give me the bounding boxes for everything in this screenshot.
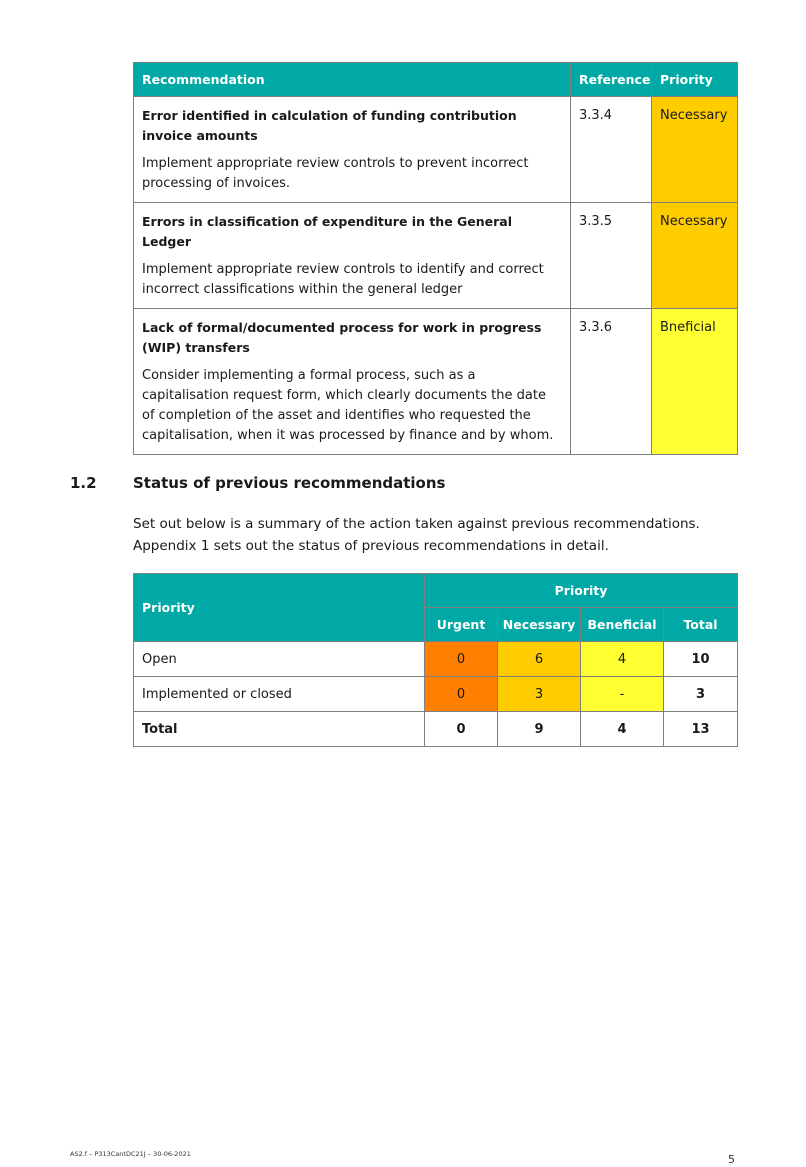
- cell-total: 13: [664, 712, 738, 747]
- recommendation-title: Error identified in calculation of funding contribution invoice amounts: [142, 108, 517, 143]
- table-row: [134, 203, 738, 309]
- header-priority: Priority: [652, 63, 738, 97]
- recommendations-header-row: [134, 63, 738, 97]
- recommendation-cell: [134, 203, 571, 309]
- header-recommendation: Recommendation: [134, 63, 571, 97]
- cell-urgent: 0: [425, 712, 498, 747]
- cell-urgent: 0: [425, 642, 498, 677]
- recommendation-title: Errors in classification of expenditure in the General Ledger: [142, 214, 513, 249]
- table-row: [134, 309, 738, 455]
- header-reference: Reference: [571, 63, 652, 97]
- recommendation-cell: [134, 309, 571, 455]
- status-group-header: Priority: [425, 574, 738, 608]
- cell-beneficial: -: [581, 677, 664, 712]
- section-number: 1.2: [70, 474, 97, 492]
- row-label: Open: [134, 642, 425, 677]
- recommendation-body: Implement appropriate review controls to identify and correct incorrect classifications within the general ledger: [142, 262, 544, 297]
- section-title: Status of previous recommendations: [133, 474, 446, 492]
- table-row-total: [134, 712, 738, 747]
- column-header-necessary: Necessary: [498, 608, 581, 642]
- cell-necessary: 6: [498, 642, 581, 677]
- cell-necessary: 3: [498, 677, 581, 712]
- recommendation-body: Implement appropriate review controls to prevent incorrect processing of invoices.: [142, 156, 529, 191]
- status-header-row: [134, 574, 738, 608]
- priority-cell: Necessary: [652, 97, 738, 203]
- recommendation-body: Consider implementing a formal process, such as a capitalisation request form, which clearly documents the date of completion of the asset and identifies who requested the capitalisation, when it was processed by finance and by whom.: [142, 368, 554, 443]
- cell-beneficial: 4: [581, 712, 664, 747]
- row-label: Implemented or closed: [134, 677, 425, 712]
- reference-cell: 3.3.5: [571, 203, 652, 309]
- recommendations-table: [133, 62, 738, 455]
- page-number: 5: [728, 1153, 735, 1166]
- cell-necessary: 9: [498, 712, 581, 747]
- cell-total: 3: [664, 677, 738, 712]
- recommendation-title: Lack of formal/documented process for work in progress (WIP) transfers: [142, 320, 542, 355]
- cell-urgent: 0: [425, 677, 498, 712]
- footer-reference: AS2.f – P313CantDC21J – 30-06-2021: [70, 1150, 191, 1158]
- column-header-beneficial: Beneficial: [581, 608, 664, 642]
- reference-cell: 3.3.6: [571, 309, 652, 455]
- column-header-urgent: Urgent: [425, 608, 498, 642]
- row-label: Total: [134, 712, 425, 747]
- priority-cell: Bneficial: [652, 309, 738, 455]
- section-intro: [133, 513, 733, 557]
- column-header-total: Total: [664, 608, 738, 642]
- status-row-header: Priority: [134, 574, 425, 642]
- table-row: [134, 642, 738, 677]
- table-row: [134, 677, 738, 712]
- intro-line: Set out below is a summary of the action taken against previous recommendations.: [133, 516, 700, 532]
- table-row: [134, 97, 738, 203]
- reference-cell: 3.3.4: [571, 97, 652, 203]
- cell-total: 10: [664, 642, 738, 677]
- priority-cell: Necessary: [652, 203, 738, 309]
- cell-beneficial: 4: [581, 642, 664, 677]
- recommendation-cell: [134, 97, 571, 203]
- intro-line: Appendix 1 sets out the status of previous recommendations in detail.: [133, 538, 609, 554]
- status-table: [133, 573, 738, 747]
